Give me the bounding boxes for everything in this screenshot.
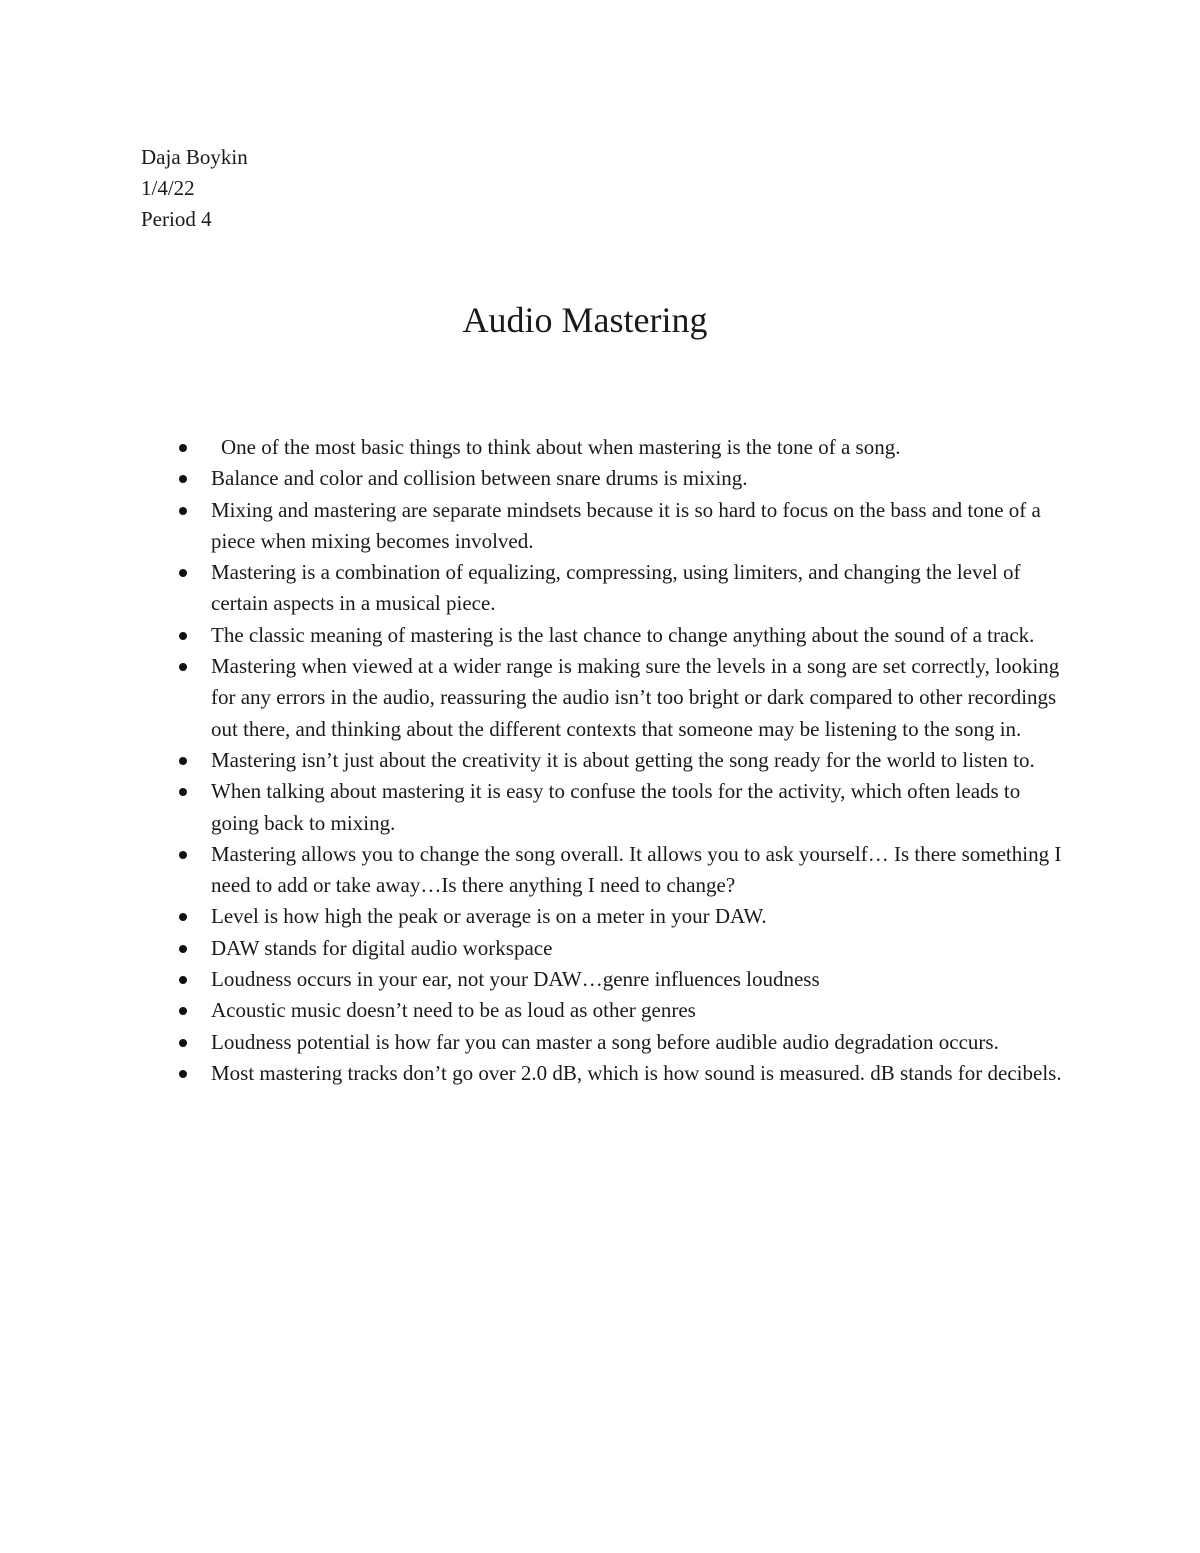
notes-list <box>211 432 1071 1089</box>
bullet-icon <box>179 1070 187 1078</box>
bullet-icon <box>179 945 187 953</box>
bullet-icon <box>179 788 187 796</box>
bullet-icon <box>179 475 187 483</box>
list-item <box>211 964 1071 995</box>
list-item-text: Most mastering tracks don’t go over 2.0 dB, which is how sound is measured. dB stands for decibels. <box>211 1060 1062 1085</box>
bullet-icon <box>179 569 187 577</box>
bullet-icon <box>179 913 187 921</box>
list-item <box>211 901 1071 932</box>
class-period: Period 4 <box>141 207 212 231</box>
assignment-date: 1/4/22 <box>141 176 195 200</box>
list-item-text: Level is how high the peak or average is on a meter in your DAW. <box>211 904 767 929</box>
list-item <box>211 651 1071 745</box>
list-item-text: Mixing and mastering are separate mindsets because it is so hard to focus on the bass and tone of a piece when mixing becomes involved. <box>211 497 1041 553</box>
list-item-text: Mastering allows you to change the song overall. It allows you to ask yourself… Is there something I need to add or take away…Is there anything I need to change? <box>211 841 1062 898</box>
list-item <box>211 1027 1071 1058</box>
list-item <box>211 495 1071 558</box>
list-item <box>211 995 1071 1026</box>
list-item-text: Loudness occurs in your ear, not your DAW…genre influences loudness <box>211 967 820 992</box>
bullet-icon <box>179 663 187 671</box>
list-item <box>211 776 1071 839</box>
student-header <box>141 142 248 235</box>
bullet-icon <box>179 1039 187 1047</box>
list-item <box>211 933 1071 964</box>
bullet-icon <box>179 507 187 515</box>
bullet-icon <box>179 444 187 452</box>
list-item <box>211 839 1071 902</box>
list-item-text: Mastering when viewed at a wider range is making sure the levels in a song are set correctly, looking for any errors in the audio, reassuring the audio isn’t too bright or dark compared to other recordings out there, and thinking about the different contexts that someone may be listening to the song in. <box>211 654 1060 741</box>
list-item <box>211 432 1071 463</box>
list-item-text: When talking about mastering it is easy to confuse the tools for the activity, which often leads to going back to mixing. <box>211 779 1021 835</box>
list-item-text: Acoustic music doesn’t need to be as loud as other genres <box>211 998 696 1023</box>
bullet-icon <box>179 851 187 859</box>
list-item-text: Mastering isn’t just about the creativity it is about getting the song ready for the world to listen to. <box>211 747 1035 772</box>
list-item <box>211 620 1071 651</box>
list-item-text: DAW stands for digital audio workspace <box>211 935 553 960</box>
bullet-icon <box>179 632 187 640</box>
list-item <box>211 463 1071 494</box>
document-title <box>0 296 1200 344</box>
student-name: Daja Boykin <box>141 145 248 169</box>
list-item <box>211 557 1071 620</box>
list-item-text: Mastering is a combination of equalizing, compressing, using limiters, and changing the level of certain aspects in a musical piece. <box>211 560 1021 616</box>
list-item-text: Loudness potential is how far you can master a song before audible audio degradation occurs. <box>211 1029 999 1054</box>
list-item-text: The classic meaning of mastering is the last chance to change anything about the sound of a track. <box>211 622 1035 647</box>
list-item-text: One of the most basic things to think about when mastering is the tone of a song. <box>221 435 901 459</box>
bullet-icon <box>179 757 187 765</box>
list-item <box>211 745 1071 776</box>
bullet-icon <box>179 976 187 984</box>
list-item-text: Balance and color and collision between snare drums is mixing. <box>211 466 748 491</box>
list-item <box>211 1058 1071 1089</box>
bullet-icon <box>179 1007 187 1015</box>
document-title-text: Audio Mastering <box>462 300 708 340</box>
